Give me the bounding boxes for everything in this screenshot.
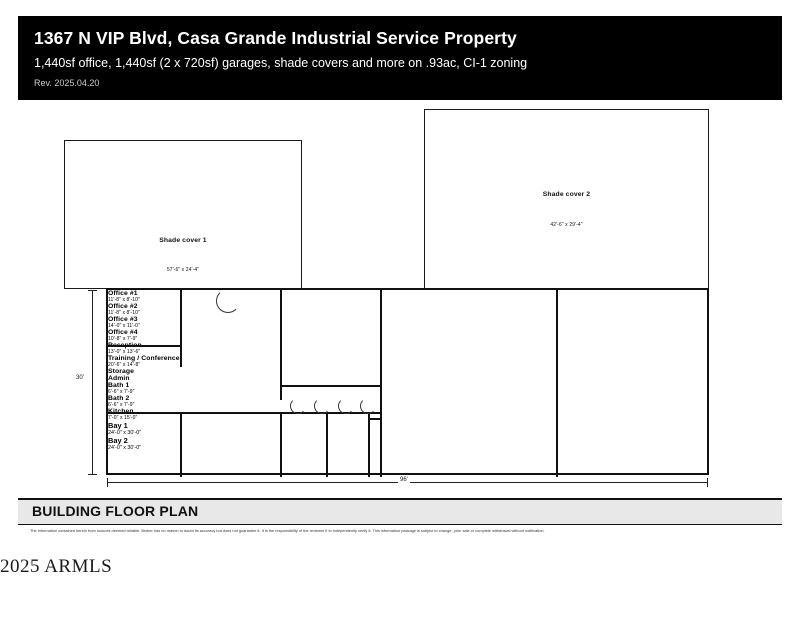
room-bay2-label: Bay 2 — [108, 436, 128, 445]
room-office4-dim: 10'-8" x 7'-9" — [108, 336, 138, 342]
room-office2-label: Office #2 — [108, 303, 138, 310]
width-dimension-label: 96' — [400, 477, 408, 483]
room-office4-label: Office #4 — [108, 329, 138, 336]
room-training-label: Training / Conference — [108, 355, 180, 362]
door-office2-icon — [168, 352, 188, 372]
shade-cover-2 — [424, 109, 709, 289]
height-dimension-label: 30' — [76, 375, 84, 381]
shade-cover-1 — [64, 140, 302, 289]
partition-office4-bath1 — [280, 412, 282, 477]
room-office2-dim: 11'-8" x 8'-10" — [108, 310, 140, 316]
room-bay1-dim: 24'-0" x 30'-0" — [108, 430, 142, 436]
floor-plan-drawing — [18, 104, 782, 484]
room-bath1-dim: 6'-6" x 7'-9" — [108, 389, 135, 395]
partition-office3-office4 — [180, 412, 182, 477]
door-reception-icon — [216, 289, 240, 313]
room-bay2-dim: 24'-0" x 30'-0" — [108, 445, 142, 451]
page-title: 1367 N VIP Blvd, Casa Grande Industrial Service Property — [34, 28, 517, 48]
partition-admin-baths — [180, 412, 280, 414]
room-reception-dim: 13'-0" x 13'-6" — [108, 349, 141, 355]
partition-training-right — [380, 290, 382, 477]
shade-cover-1-label: Shade cover 1 — [159, 237, 207, 244]
room-training-dim: 20'-6" x 14'-8" — [108, 362, 141, 368]
door-storage-1-icon — [290, 398, 306, 414]
height-dimension-tick-bottom — [88, 474, 97, 475]
disclaimer-text: The information contained herein from sources deemed reliable. Broker has no reason to doubt its accuracy but does not guarantee it. It is the responsibility of the reviewer it to independently verify it. This information package is subject to change, prior sale or complete withdrawal without notification. — [30, 528, 545, 533]
door-storage-2-icon — [314, 398, 330, 414]
footer-title: BUILDING FLOOR PLAN — [32, 503, 199, 519]
partition-bath2-kitchen — [368, 412, 370, 477]
partition-bay1-bay2 — [556, 290, 558, 477]
partition-reception-training — [280, 290, 282, 400]
building-outline — [106, 288, 709, 475]
page-subtitle: 1,440sf office, 1,440sf (2 x 720sf) garages, shade covers and more on .93ac, CI-1 zoning — [34, 56, 528, 70]
room-office3-label: Office #3 — [108, 316, 138, 323]
room-bath2-label: Bath 2 — [108, 395, 130, 402]
width-dimension-tick-left — [107, 478, 108, 487]
door-storage-4-icon — [360, 398, 376, 414]
revision-label: Rev. 2025.04.20 — [34, 78, 100, 88]
room-office1-label: Office #1 — [108, 290, 138, 297]
shade-cover-2-dim: 42'-6" x 29'-4" — [550, 222, 583, 228]
room-bath2-dim: 6'-6" x 7'-9" — [108, 402, 135, 408]
shade-cover-1-dim: 57'-6" x 24'-4" — [166, 267, 200, 273]
room-bay1-label: Bay 1 — [108, 421, 128, 430]
partition-kitchen-top — [368, 418, 380, 420]
watermark-label: 2025 ARMLS — [0, 556, 113, 577]
partition-office1-office2 — [108, 345, 180, 347]
partition-bath1-bath2 — [326, 412, 328, 477]
room-admin-label: Admin — [108, 375, 130, 382]
height-dimension-line — [92, 290, 93, 475]
shade-cover-2-label: Shade cover 2 — [542, 191, 591, 198]
room-office1-dim: 11'-8" x 8'-10" — [108, 297, 140, 303]
width-dimension-tick-right — [707, 478, 708, 487]
header-banner — [18, 16, 782, 100]
door-storage-3-icon — [338, 398, 354, 414]
partition-storage-top — [280, 385, 380, 387]
height-dimension-tick-top — [88, 290, 97, 291]
room-storage-label: Storage — [108, 368, 135, 375]
door-office3-icon — [168, 396, 188, 416]
room-kitchen-dim: 7'-0" x 15'-0" — [108, 415, 138, 421]
room-office3-dim: 14'-0" x 11'-0" — [108, 323, 140, 329]
room-bath1-label: Bath 1 — [108, 382, 130, 389]
